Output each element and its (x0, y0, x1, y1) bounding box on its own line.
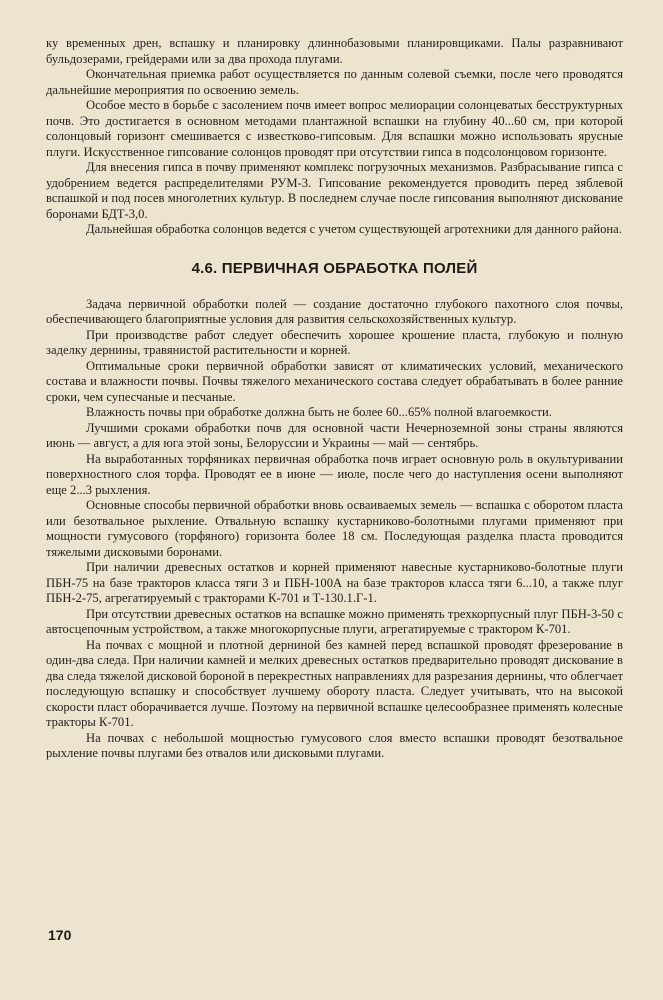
paragraph: Основные способы первичной обработки вновь осваиваемых земель — вспашка с оборотом пласта или безотвальное рыхление. Отвальную вспашку кустарниково-болотными плугами применяют при мощности гумусового (торфяного) горизонта более 18 см. Последующая разделка пласта проводится тяжелыми дисковыми боронами. (46, 498, 623, 559)
continued-text-block (46, 36, 623, 238)
paragraph: При отсутствии древесных остатков на вспашке можно применять трехкорпусный плуг ПБН-3-50 с автосцепочным устройством, а также многокорпусные плуги, агрегатируемые с трактором К-701. (46, 606, 623, 636)
paragraph: На почвах с небольшой мощностью гумусового слоя вместо вспашки проводят безотвальное рыхление почвы плугами без отвалов или дисковыми плугами. (46, 730, 623, 760)
page-number: 170 (48, 927, 72, 943)
paragraph: Влажность почвы при обработке должна быть не более 60...65% полной влагоемкости. (86, 405, 552, 419)
paragraph: На выработанных торфяниках первичная обработка почв играет основную роль в окультуривании поверхностного слоя торфа. Проводят ее в июне — июле, после чего до наступления осени выполняют еще 2...3 рыхления. (46, 451, 623, 497)
paragraph: Особое место в борьбе с засолением почв имеет вопрос мелиорации солонцеватых бесструктурных почв. Это достигается в основном методами плантажной вспашки на глубину 40...60 см, при которой солонцовый горизонт смешивается с известково-гипсовым. Для вспашки можно использовать ярусные плуги. Искусственное гипсование солонцов проводят при отсутствии гипса в подсолонцовом горизонте. (46, 98, 623, 159)
paragraph: Оптимальные сроки первичной обработки зависят от климатических условий, механического состава и влажности почвы. Почвы тяжелого механического состава следует обрабатывать в более ранние сроки, чем супесчаные и песчаные. (46, 358, 623, 404)
paragraph: Дальнейшая обработка солонцов ведется с учетом существующей агротехники для данного района. (86, 222, 622, 236)
paragraph: Для внесения гипса в почву применяют комплекс погрузочных механизмов. Разбрасывание гипса с удобрением ведется распределителями РУМ-3. Гипсование рекомендуется проводить перед зяблевой вспашкой и под посев многолетних культур. В последнем случае после гипсования выполняют дискование боронами БДТ-3,0. (46, 160, 623, 221)
paragraph: Задача первичной обработки полей — создание достаточно глубокого пахотного слоя почвы, обеспечивающего благоприятные условия для развития сельскохозяйственных культур. (46, 296, 623, 326)
paragraph: ку временных дрен, вспашку и планировку длиннобазовыми планировщиками. Палы разравнивают бульдозерами, грейдерами или за два прохода плугами. (46, 36, 623, 66)
paragraph: Лучшими сроками обработки почв для основной части Нечерноземной зоны страны являются июнь — август, а для юга этой зоны, Белоруссии и Украины — май — сентябрь. (46, 420, 623, 450)
section-text-block (46, 297, 623, 762)
paragraph: Окончательная приемка работ осуществляется по данным солевой съемки, после чего проводятся дальнейшие мероприятия по освоению земель. (46, 67, 623, 97)
paragraph: При наличии древесных остатков и корней применяют навесные кустарниково-болотные плуги ПБН-75 на базе тракторов класса тяги 3 и ПБН-100А на базе тракторов класса тяги 6...10, а также плуг ПБН-2-75, агрегатируемый с тракторами К-701 и Т-130.1.Г-1. (46, 560, 623, 605)
section-heading: 4.6. ПЕРВИЧНАЯ ОБРАБОТКА ПОЛЕЙ (191, 259, 478, 277)
paragraph: При производстве работ следует обеспечить хорошее крошение пласта, глубокую и полную заделку дернины, травянистой растительности и корней. (46, 327, 623, 357)
paragraph: На почвах с мощной и плотной дерниной без камней перед вспашкой проводят фрезерование в один-два следа. При наличии камней и мелких древесных остатков предварительно проводят дискование в два следа тяжелой дисковой бороной в перекрестных направлениях для разрезания дернины, что облегчает последующую вспашку и способствует лучшему обороту пласта. Следует учитывать, что на высокой скорости пласт оборачивается лучше. Поэтому на первичной вспашке целесообразнее применять колесные тракторы К-701. (46, 637, 623, 729)
